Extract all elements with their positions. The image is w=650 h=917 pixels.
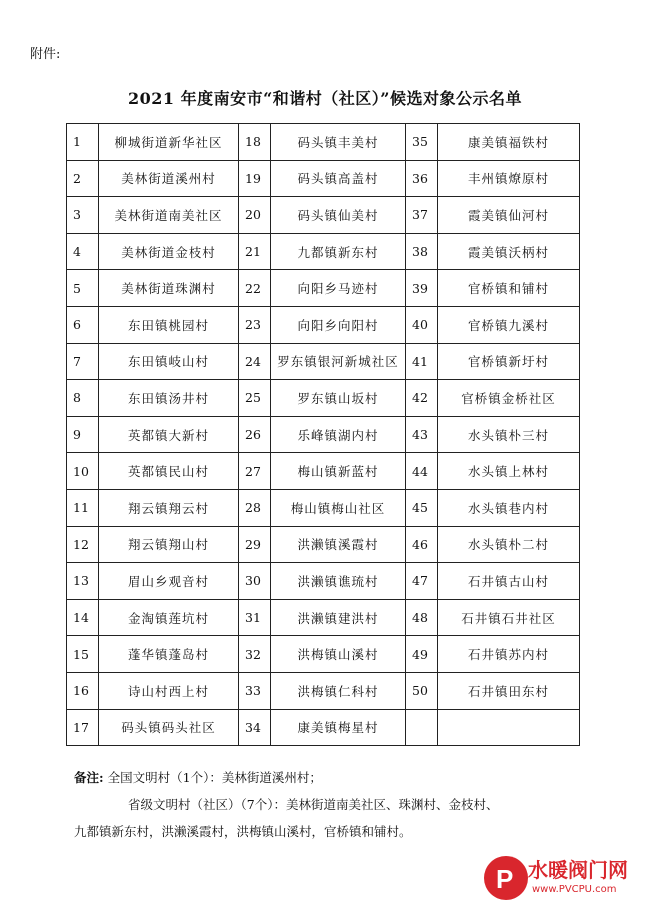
entry-name: 水头镇上林村 xyxy=(438,453,580,490)
entry-name: 康美镇福铁村 xyxy=(438,124,580,161)
entry-number: 29 xyxy=(239,526,271,563)
entry-name: 东田镇岐山村 xyxy=(99,343,239,380)
entry-name: 石井镇田东村 xyxy=(438,672,580,709)
entry-name: 码头镇丰美村 xyxy=(271,124,406,161)
entry-name: 康美镇梅星村 xyxy=(271,709,406,746)
entry-number: 33 xyxy=(239,672,271,709)
entry-number: 23 xyxy=(239,306,271,343)
entry-name: 洪梅镇山溪村 xyxy=(271,636,406,673)
entry-number: 49 xyxy=(406,636,438,673)
entry-number: 2 xyxy=(67,160,99,197)
entry-number: 19 xyxy=(239,160,271,197)
entry-number: 47 xyxy=(406,563,438,600)
entry-name: 翔云镇翔山村 xyxy=(99,526,239,563)
entry-number: 44 xyxy=(406,453,438,490)
entry-name: 美林街道金枝村 xyxy=(99,233,239,270)
entry-number: 1 xyxy=(67,124,99,161)
entry-number xyxy=(406,709,438,746)
watermark-text: 水暖阀门网 xyxy=(528,858,628,882)
entry-number: 36 xyxy=(406,160,438,197)
entry-number: 41 xyxy=(406,343,438,380)
entry-number: 16 xyxy=(67,672,99,709)
entry-name: 梅山镇新蓝村 xyxy=(271,453,406,490)
table-row xyxy=(67,599,580,636)
entry-name: 码头镇仙美村 xyxy=(271,197,406,234)
notes-section xyxy=(74,764,594,845)
entry-name: 金淘镇莲坑村 xyxy=(99,599,239,636)
entry-number: 7 xyxy=(67,343,99,380)
entry-name: 洪濑镇溪霞村 xyxy=(271,526,406,563)
entry-number: 21 xyxy=(239,233,271,270)
candidate-table-body xyxy=(67,124,580,746)
entry-number: 38 xyxy=(406,233,438,270)
entry-number: 4 xyxy=(67,233,99,270)
entry-number: 42 xyxy=(406,380,438,417)
entry-number: 18 xyxy=(239,124,271,161)
entry-number: 46 xyxy=(406,526,438,563)
table-row xyxy=(67,416,580,453)
table-row xyxy=(67,672,580,709)
table-row xyxy=(67,563,580,600)
entry-name: 丰州镇燎原村 xyxy=(438,160,580,197)
entry-number: 15 xyxy=(67,636,99,673)
entry-name: 官桥镇九溪村 xyxy=(438,306,580,343)
table-row xyxy=(67,636,580,673)
table-row xyxy=(67,380,580,417)
entry-number: 12 xyxy=(67,526,99,563)
entry-number: 25 xyxy=(239,380,271,417)
entry-number: 35 xyxy=(406,124,438,161)
entry-name: 向阳乡马迹村 xyxy=(271,270,406,307)
table-row xyxy=(67,124,580,161)
entry-number: 50 xyxy=(406,672,438,709)
entry-number: 31 xyxy=(239,599,271,636)
entry-number: 45 xyxy=(406,489,438,526)
entry-name: 蓬华镇蓬岛村 xyxy=(99,636,239,673)
entry-number: 17 xyxy=(67,709,99,746)
entry-number: 20 xyxy=(239,197,271,234)
svg-text:P: P xyxy=(496,864,514,894)
notes-label: 备注: xyxy=(74,770,104,785)
entry-number: 40 xyxy=(406,306,438,343)
watermark-p-icon xyxy=(482,852,530,904)
entry-number: 28 xyxy=(239,489,271,526)
entry-number: 3 xyxy=(67,197,99,234)
entry-name: 石井镇苏内村 xyxy=(438,636,580,673)
watermark-logo xyxy=(482,852,632,907)
entry-name: 石井镇古山村 xyxy=(438,563,580,600)
entry-name: 水头镇巷内村 xyxy=(438,489,580,526)
table-row xyxy=(67,270,580,307)
entry-name: 官桥镇金桥社区 xyxy=(438,380,580,417)
entry-name: 官桥镇和铺村 xyxy=(438,270,580,307)
table-row xyxy=(67,489,580,526)
entry-name: 眉山乡观音村 xyxy=(99,563,239,600)
entry-name: 洪濑镇建洪村 xyxy=(271,599,406,636)
entry-name: 九都镇新东村 xyxy=(271,233,406,270)
entry-name: 水头镇朴三村 xyxy=(438,416,580,453)
entry-number: 39 xyxy=(406,270,438,307)
entry-name: 美林街道珠渊村 xyxy=(99,270,239,307)
entry-name: 乐峰镇湖内村 xyxy=(271,416,406,453)
entry-number: 9 xyxy=(67,416,99,453)
entry-name: 罗东镇银河新城社区 xyxy=(271,343,406,380)
entry-name: 东田镇汤井村 xyxy=(99,380,239,417)
entry-number: 26 xyxy=(239,416,271,453)
table-row xyxy=(67,160,580,197)
table-row xyxy=(67,526,580,563)
attachment-label: 附件: xyxy=(30,47,61,62)
entry-name: 英都镇民山村 xyxy=(99,453,239,490)
entry-name: 英都镇大新村 xyxy=(99,416,239,453)
entry-name: 梅山镇梅山社区 xyxy=(271,489,406,526)
candidate-table xyxy=(66,123,580,746)
table-row xyxy=(67,233,580,270)
entry-number: 48 xyxy=(406,599,438,636)
entry-number: 8 xyxy=(67,380,99,417)
entry-name: 翔云镇翔云村 xyxy=(99,489,239,526)
entry-number: 10 xyxy=(67,453,99,490)
table-row xyxy=(67,306,580,343)
notes-provincial: 省级文明村（社区）（7个）：美林街道南美社区、珠渊村、金枝村、 xyxy=(128,797,499,812)
entry-number: 13 xyxy=(67,563,99,600)
entry-number: 24 xyxy=(239,343,271,380)
entry-number: 22 xyxy=(239,270,271,307)
table-row xyxy=(67,197,580,234)
entry-name: 洪梅镇仁科村 xyxy=(271,672,406,709)
entry-number: 27 xyxy=(239,453,271,490)
entry-name: 罗东镇山坂村 xyxy=(271,380,406,417)
notes-line-1 xyxy=(74,764,594,791)
entry-name: 官桥镇新圩村 xyxy=(438,343,580,380)
entry-number: 6 xyxy=(67,306,99,343)
table-row xyxy=(67,453,580,490)
entry-number: 34 xyxy=(239,709,271,746)
entry-name: 码头镇高盖村 xyxy=(271,160,406,197)
entry-name: 东田镇桃园村 xyxy=(99,306,239,343)
watermark-url: www.PVCPU.com xyxy=(532,884,617,895)
entry-number: 30 xyxy=(239,563,271,600)
entry-name: 石井镇石井社区 xyxy=(438,599,580,636)
notes-national: 全国文明村（1个）：美林街道溪州村； xyxy=(107,770,322,785)
entry-name: 霞美镇仙河村 xyxy=(438,197,580,234)
entry-number: 11 xyxy=(67,489,99,526)
entry-name: 美林街道南美社区 xyxy=(99,197,239,234)
entry-number: 43 xyxy=(406,416,438,453)
entry-name: 水头镇朴二村 xyxy=(438,526,580,563)
entry-name: 洪濑镇谯琉村 xyxy=(271,563,406,600)
entry-number: 37 xyxy=(406,197,438,234)
entry-name: 诗山村西上村 xyxy=(99,672,239,709)
page-title: 2021 年度南安市“和谐村（社区）”候选对象公示名单 xyxy=(127,89,522,108)
entry-name xyxy=(438,709,580,746)
entry-name: 美林街道溪州村 xyxy=(99,160,239,197)
entry-name: 向阳乡向阳村 xyxy=(271,306,406,343)
entry-number: 14 xyxy=(67,599,99,636)
table-row xyxy=(67,709,580,746)
entry-name: 霞美镇沃柄村 xyxy=(438,233,580,270)
table-row xyxy=(67,343,580,380)
entry-name: 码头镇码头社区 xyxy=(99,709,239,746)
entry-number: 32 xyxy=(239,636,271,673)
entry-number: 5 xyxy=(67,270,99,307)
entry-name: 柳城街道新华社区 xyxy=(99,124,239,161)
notes-provincial-cont: 九都镇新东村，洪濑溪霞村，洪梅镇山溪村，官桥镇和铺村。 xyxy=(74,824,412,839)
